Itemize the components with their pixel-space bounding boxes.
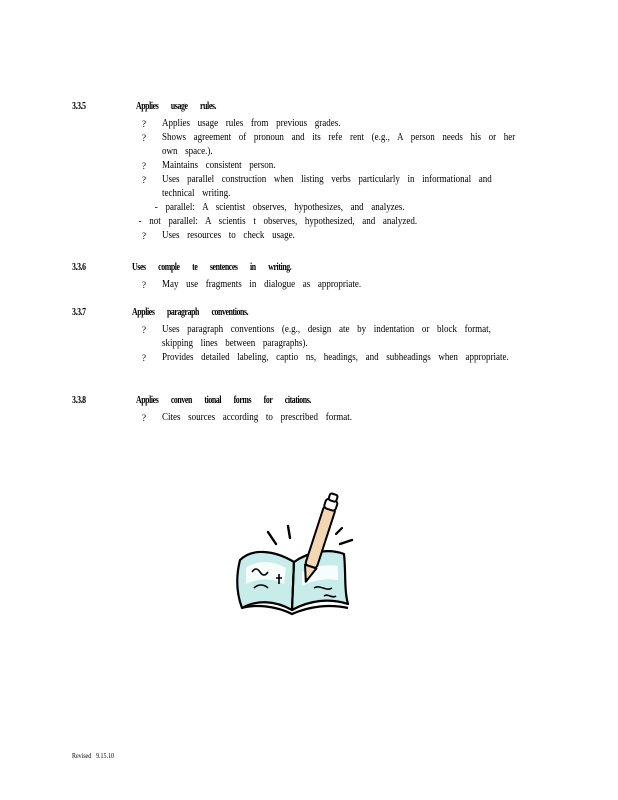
list-item bbox=[72, 159, 572, 173]
bullet-icon: ? bbox=[142, 161, 146, 171]
bullet-text: Maintains consistent person. bbox=[162, 160, 276, 171]
section-heading bbox=[72, 101, 462, 115]
section-heading bbox=[72, 307, 462, 321]
not-parallel-example: - not parallel: A scientis t observes, hypothesized, and analyzed. bbox=[138, 216, 418, 227]
section-heading bbox=[72, 262, 462, 276]
section-title: Applies paragraph conventions. bbox=[132, 307, 249, 318]
bullet-icon: ? bbox=[142, 353, 146, 363]
list-item bbox=[72, 323, 572, 351]
section-title: Applies usage rules. bbox=[135, 101, 217, 112]
bullet-list bbox=[72, 278, 572, 292]
list-item bbox=[72, 278, 572, 292]
list-item bbox=[72, 351, 572, 365]
section-number: 3.3.5 bbox=[72, 101, 86, 112]
section-3-3-7 bbox=[72, 307, 572, 365]
section-number: 3.3.6 bbox=[72, 262, 86, 273]
section-heading bbox=[72, 395, 462, 409]
section-title: Uses comple te sentences in writing. bbox=[132, 262, 292, 273]
list-item bbox=[72, 229, 572, 243]
bullet-text: Cites sources according to prescribed format. bbox=[162, 412, 352, 423]
bullet-list bbox=[72, 117, 572, 243]
section-3-3-8 bbox=[72, 395, 572, 425]
list-item bbox=[72, 131, 572, 159]
bullet-text: Uses parallel construction when listing verbs particularly in informational and technical writing. bbox=[162, 174, 492, 199]
bullet-icon: ? bbox=[142, 175, 146, 185]
bullet-icon: ? bbox=[142, 133, 146, 143]
revised-label: Revised bbox=[72, 752, 92, 760]
revised-date: 9.15.10 bbox=[96, 752, 114, 760]
bullet-text: Uses resources to check usage. bbox=[162, 230, 295, 241]
bullet-icon: ? bbox=[142, 413, 146, 423]
parallel-example: - parallel: A scientist observes, hypothesizes, and analyzes. bbox=[154, 202, 405, 213]
list-item bbox=[72, 173, 572, 201]
bullet-icon: ? bbox=[142, 231, 146, 241]
bullet-icon: ? bbox=[142, 119, 146, 129]
list-item bbox=[72, 117, 572, 131]
section-number: 3.3.8 bbox=[72, 395, 86, 406]
section-3-3-5 bbox=[72, 101, 572, 243]
book-and-pencil-icon bbox=[232, 488, 356, 618]
bullet-text: Shows agreement of pronoun and its refe rent (e.g., A person needs his or her own space.). bbox=[162, 132, 516, 157]
bullet-text: Applies usage rules from previous grades. bbox=[162, 118, 341, 129]
bullet-list bbox=[72, 323, 572, 365]
bullet-text: May use fragments in dialogue as appropriate. bbox=[162, 279, 362, 290]
section-3-3-6 bbox=[72, 262, 572, 292]
bullet-text: Provides detailed labeling, captio ns, headings, and subheadings when appropriate. bbox=[162, 352, 509, 363]
bullet-icon: ? bbox=[142, 280, 146, 290]
bullet-text: Uses paragraph conventions (e.g., design ate by indentation or block format, skipping lines between paragraphs). bbox=[162, 324, 491, 349]
bullet-list bbox=[72, 411, 572, 425]
footer-revised bbox=[72, 752, 114, 760]
section-title: Applies conven tional forms for citations. bbox=[135, 395, 311, 406]
section-number: 3.3.7 bbox=[72, 307, 86, 318]
bullet-icon: ? bbox=[142, 325, 146, 335]
list-item bbox=[72, 411, 572, 425]
